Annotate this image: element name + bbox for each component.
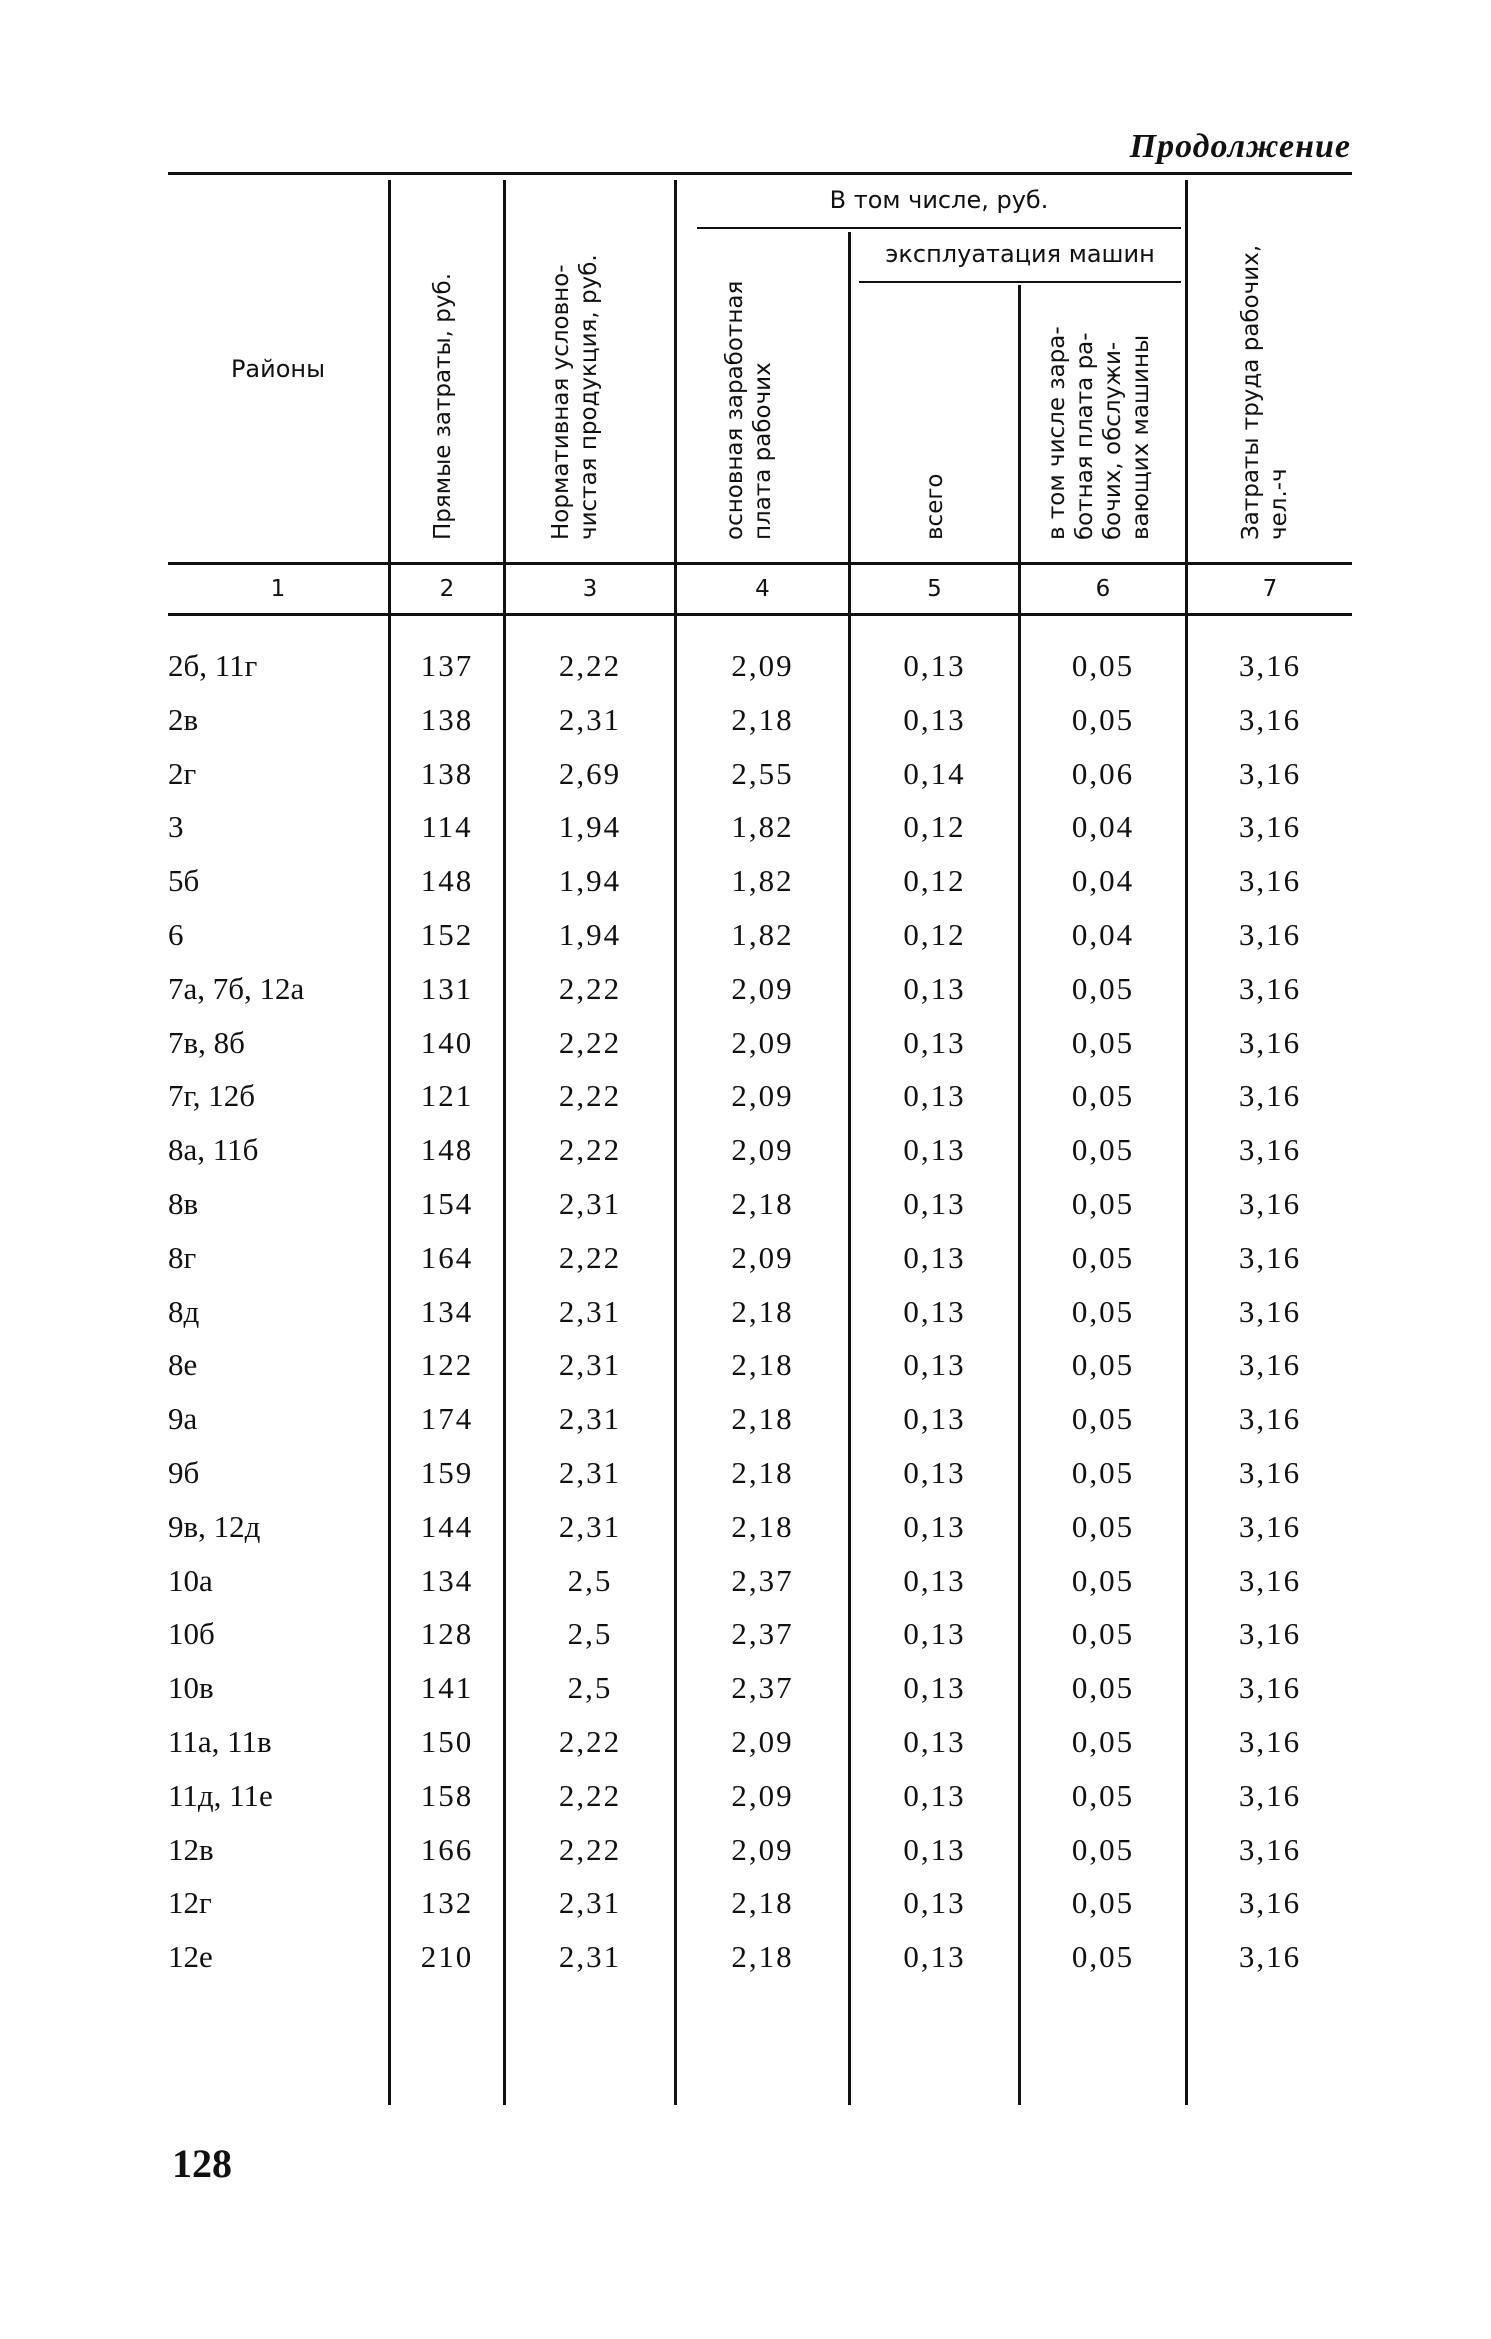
cell-labor-costs: 3,16	[1238, 648, 1302, 683]
cell-region: 8а, 11б	[168, 1132, 259, 1167]
cell-region: 12е	[168, 1939, 213, 1974]
cell-machine-wages: 0,05	[1071, 1778, 1135, 1813]
cell-machine-wages: 0,05	[1071, 1939, 1135, 1974]
cell-direct-costs: 140	[420, 1025, 474, 1060]
cell-machine-total: 0,13	[903, 1347, 966, 1382]
cell-machine-wages: 0,04	[1071, 809, 1135, 844]
cell-machine-wages: 0,05	[1071, 1455, 1135, 1490]
header-incl-line3: бочих, обслужи-	[1100, 341, 1126, 540]
cell-direct-costs: 131	[420, 971, 474, 1006]
cell-labor-costs: 3,16	[1238, 1778, 1302, 1813]
cell-base-wages: 2,18	[731, 1401, 794, 1436]
cell-machine-total: 0,13	[903, 1401, 966, 1436]
cell-direct-costs: 132	[420, 1885, 474, 1920]
cell-base-wages: 2,18	[731, 1509, 794, 1544]
cell-base-wages: 1,82	[731, 863, 794, 898]
cell-base-wages: 2,18	[731, 1347, 794, 1382]
cell-base-wages: 2,18	[731, 702, 794, 737]
cell-direct-costs: 150	[420, 1724, 474, 1759]
cell-region: 7а, 7б, 12а	[168, 971, 305, 1006]
cell-direct-costs: 114	[421, 809, 473, 844]
cell-direct-costs: 166	[420, 1832, 474, 1867]
cell-labor-costs: 3,16	[1238, 1939, 1302, 1974]
cell-base-wages: 2,37	[731, 1616, 794, 1651]
column-number-rule	[168, 613, 1352, 616]
cell-machine-wages: 0,06	[1071, 756, 1135, 791]
cell-direct-costs: 152	[420, 917, 474, 952]
cell-machine-total: 0,13	[903, 1563, 966, 1598]
col-divider-4	[848, 232, 851, 2105]
cell-region: 10а	[168, 1563, 213, 1598]
cell-region: 12г	[168, 1885, 212, 1920]
cell-machine-wages: 0,05	[1071, 1509, 1135, 1544]
cell-region: 5б	[168, 863, 200, 898]
cell-labor-costs: 3,16	[1238, 1240, 1302, 1275]
cell-direct-costs: 141	[420, 1670, 474, 1705]
cell-machine-total: 0,13	[903, 1724, 966, 1759]
cell-labor-costs: 3,16	[1238, 1563, 1302, 1598]
cell-base-wages: 2,09	[731, 1778, 794, 1813]
cell-normative-output: 2,31	[558, 1186, 622, 1221]
header-normative-line1: Нормативная условно-	[548, 264, 574, 540]
cell-labor-costs: 3,16	[1238, 1509, 1302, 1544]
cell-machine-total: 0,12	[903, 917, 966, 952]
column-number: 2	[439, 576, 455, 602]
cell-region: 8г	[168, 1240, 197, 1275]
cell-normative-output: 2,22	[558, 1240, 622, 1275]
cell-normative-output: 2,22	[558, 1832, 622, 1867]
cell-machine-wages: 0,05	[1071, 1724, 1135, 1759]
cell-base-wages: 2,09	[731, 1025, 794, 1060]
cell-normative-output: 2,31	[558, 1455, 622, 1490]
cell-region: 7г, 12б	[168, 1078, 255, 1113]
cell-region: 7в, 8б	[168, 1025, 245, 1060]
cell-base-wages: 2,37	[731, 1563, 794, 1598]
cell-machine-total: 0,12	[903, 863, 966, 898]
cell-base-wages: 2,18	[731, 1455, 794, 1490]
cell-labor-costs: 3,16	[1238, 1616, 1302, 1651]
continued-label: Продолжение	[1129, 128, 1351, 165]
cell-region: 8в	[168, 1186, 199, 1221]
cell-labor-costs: 3,16	[1238, 809, 1302, 844]
column-number: 5	[927, 576, 942, 602]
cell-machine-total: 0,12	[903, 809, 966, 844]
cell-machine-wages: 0,05	[1071, 1401, 1135, 1436]
header-direct-costs: Прямые затраты, руб.	[430, 272, 456, 540]
cell-direct-costs: 174	[420, 1401, 474, 1436]
cell-region: 2в	[168, 702, 199, 737]
cell-base-wages: 2,09	[731, 1132, 794, 1167]
cell-labor-costs: 3,16	[1238, 702, 1302, 737]
cell-machine-wages: 0,05	[1071, 1294, 1135, 1329]
cell-labor-costs: 3,16	[1238, 1724, 1302, 1759]
cell-machine-wages: 0,05	[1071, 1832, 1135, 1867]
cell-machine-wages: 0,05	[1071, 648, 1135, 683]
cell-machine-total: 0,13	[903, 1939, 966, 1974]
cell-region: 2г	[168, 756, 197, 791]
cell-direct-costs: 159	[420, 1455, 474, 1490]
cell-labor-costs: 3,16	[1238, 1186, 1302, 1221]
cell-machine-total: 0,13	[903, 1455, 966, 1490]
header-wages-line1: основная заработная	[722, 280, 748, 540]
cell-base-wages: 2,37	[731, 1670, 794, 1705]
cell-machine-wages: 0,05	[1071, 1025, 1135, 1060]
cell-machine-total: 0,13	[903, 1078, 966, 1113]
cell-direct-costs: 121	[420, 1078, 474, 1113]
cell-base-wages: 2,09	[731, 1078, 794, 1113]
cell-labor-costs: 3,16	[1238, 1347, 1302, 1382]
cell-base-wages: 2,55	[731, 756, 794, 791]
header-bottom-rule	[168, 562, 1352, 565]
cell-direct-costs: 122	[420, 1347, 474, 1382]
header-labor-line1: Затраты труда рабочих,	[1238, 244, 1264, 540]
cell-machine-wages: 0,05	[1071, 1563, 1135, 1598]
cell-machine-wages: 0,05	[1071, 1616, 1135, 1651]
cell-machine-wages: 0,05	[1071, 1885, 1135, 1920]
cell-labor-costs: 3,16	[1238, 1455, 1302, 1490]
cell-base-wages: 2,09	[731, 648, 794, 683]
cell-base-wages: 2,09	[731, 971, 794, 1006]
cell-labor-costs: 3,16	[1238, 971, 1302, 1006]
cell-region: 11д, 11е	[168, 1778, 273, 1813]
cell-labor-costs: 3,16	[1238, 1294, 1302, 1329]
cell-direct-costs: 210	[420, 1939, 474, 1974]
cell-machine-total: 0,13	[903, 1132, 966, 1167]
cell-direct-costs: 128	[420, 1616, 474, 1651]
header-incl-line2: ботная плата ра-	[1072, 332, 1098, 540]
cell-labor-costs: 3,16	[1238, 1885, 1302, 1920]
header-incl-line4: вающих машины	[1128, 334, 1154, 540]
cell-direct-costs: 134	[420, 1563, 474, 1598]
cell-labor-costs: 3,16	[1238, 1401, 1302, 1436]
cell-normative-output: 2,22	[558, 971, 622, 1006]
cell-base-wages: 1,82	[731, 809, 794, 844]
cell-region: 10в	[168, 1670, 214, 1705]
cell-normative-output: 2,31	[558, 1401, 622, 1436]
cell-direct-costs: 138	[420, 756, 474, 791]
header-subrule-including	[697, 227, 1181, 229]
cell-normative-output: 2,22	[558, 1132, 622, 1167]
cell-region: 8е	[168, 1347, 198, 1382]
header-machine-operation: эксплуатация машин	[885, 240, 1155, 268]
cell-labor-costs: 3,16	[1238, 863, 1302, 898]
cell-base-wages: 1,82	[731, 917, 794, 952]
cell-direct-costs: 138	[420, 702, 474, 737]
cell-normative-output: 2,31	[558, 1509, 622, 1544]
cell-normative-output: 2,22	[558, 1724, 622, 1759]
cell-normative-output: 2,22	[558, 648, 622, 683]
cell-labor-costs: 3,16	[1238, 756, 1302, 791]
cell-machine-wages: 0,04	[1071, 863, 1135, 898]
header-regions: Районы	[230, 355, 326, 383]
column-number: 4	[755, 576, 770, 602]
cell-labor-costs: 3,16	[1238, 1078, 1302, 1113]
cell-normative-output: 2,31	[558, 702, 622, 737]
cell-region: 9а	[168, 1401, 198, 1436]
header-subrule-machines	[859, 281, 1181, 283]
cell-machine-total: 0,13	[903, 648, 966, 683]
cell-direct-costs: 154	[420, 1186, 474, 1221]
cell-machine-wages: 0,04	[1071, 917, 1135, 952]
cell-machine-total: 0,14	[903, 756, 966, 791]
column-number: 3	[582, 576, 598, 602]
cell-normative-output: 2,22	[558, 1025, 622, 1060]
cell-direct-costs: 144	[420, 1509, 474, 1544]
cell-direct-costs: 148	[420, 1132, 474, 1167]
cell-region: 11а, 11в	[168, 1724, 272, 1759]
column-number: 6	[1095, 576, 1111, 602]
cell-labor-costs: 3,16	[1238, 1832, 1302, 1867]
page-number: 128	[172, 2141, 232, 2186]
header-total: всего	[922, 473, 948, 540]
cell-normative-output: 2,22	[558, 1078, 622, 1113]
cell-region: 9в, 12д	[168, 1509, 261, 1544]
cell-normative-output: 1,94	[558, 917, 622, 952]
cell-normative-output: 2,5	[567, 1616, 613, 1651]
cell-normative-output: 2,31	[558, 1294, 622, 1329]
cell-machine-total: 0,13	[903, 1670, 966, 1705]
cell-region: 10б	[168, 1616, 215, 1651]
cell-machine-wages: 0,05	[1071, 971, 1135, 1006]
cell-machine-total: 0,13	[903, 1025, 966, 1060]
cell-normative-output: 2,31	[558, 1347, 622, 1382]
header-normative-line2: чистая продукция, руб.	[576, 254, 602, 540]
cell-machine-total: 0,13	[903, 1885, 966, 1920]
cell-labor-costs: 3,16	[1238, 917, 1302, 952]
header-wages-line2: плата рабочих	[750, 362, 776, 540]
cell-base-wages: 2,18	[731, 1294, 794, 1329]
cell-region: 2б, 11г	[168, 648, 258, 683]
header-labor-line2: чел.-ч	[1266, 468, 1292, 540]
cell-normative-output: 2,5	[567, 1670, 613, 1705]
cell-normative-output: 2,22	[558, 1778, 622, 1813]
cell-labor-costs: 3,16	[1238, 1670, 1302, 1705]
cell-labor-costs: 3,16	[1238, 1025, 1302, 1060]
column-number: 7	[1262, 576, 1278, 602]
cell-machine-total: 0,13	[903, 1778, 966, 1813]
cell-machine-wages: 0,05	[1071, 1240, 1135, 1275]
cell-direct-costs: 137	[420, 648, 474, 683]
cell-normative-output: 1,94	[558, 809, 622, 844]
cell-labor-costs: 3,16	[1238, 1132, 1302, 1167]
cell-machine-total: 0,13	[903, 1240, 966, 1275]
cell-base-wages: 2,09	[731, 1832, 794, 1867]
cell-direct-costs: 148	[420, 863, 474, 898]
cell-region: 8д	[168, 1294, 200, 1329]
cell-machine-wages: 0,05	[1071, 1078, 1135, 1113]
header-incl-line1: в том числе зара-	[1044, 326, 1070, 540]
cell-machine-total: 0,13	[903, 1294, 966, 1329]
cell-region: 6	[168, 917, 184, 952]
cell-region: 12в	[168, 1832, 214, 1867]
cell-machine-wages: 0,05	[1071, 1347, 1135, 1382]
cell-machine-total: 0,13	[903, 1832, 966, 1867]
cell-base-wages: 2,09	[731, 1724, 794, 1759]
cell-machine-wages: 0,05	[1071, 1670, 1135, 1705]
cell-machine-wages: 0,05	[1071, 702, 1135, 737]
cell-machine-wages: 0,05	[1071, 1132, 1135, 1167]
column-number: 1	[270, 576, 286, 602]
cell-region: 3	[168, 809, 184, 844]
cell-machine-total: 0,13	[903, 702, 966, 737]
cell-normative-output: 1,94	[558, 863, 622, 898]
cell-region: 9б	[168, 1455, 200, 1490]
cell-base-wages: 2,09	[731, 1240, 794, 1275]
cell-direct-costs: 164	[420, 1240, 474, 1275]
cell-direct-costs: 158	[420, 1778, 474, 1813]
cell-machine-total: 0,13	[903, 1186, 966, 1221]
cell-machine-total: 0,13	[903, 1616, 966, 1651]
table-top-rule	[168, 172, 1352, 175]
cell-normative-output: 2,5	[567, 1563, 613, 1598]
cell-normative-output: 2,31	[558, 1939, 622, 1974]
cell-machine-total: 0,13	[903, 971, 966, 1006]
cell-direct-costs: 134	[420, 1294, 474, 1329]
header-including: В том числе, руб.	[829, 186, 1049, 214]
cell-machine-wages: 0,05	[1071, 1186, 1135, 1221]
cell-base-wages: 2,18	[731, 1885, 794, 1920]
cell-normative-output: 2,69	[558, 756, 622, 791]
cell-base-wages: 2,18	[731, 1939, 794, 1974]
cell-machine-total: 0,13	[903, 1509, 966, 1544]
cell-base-wages: 2,18	[731, 1186, 794, 1221]
cell-normative-output: 2,31	[558, 1885, 622, 1920]
